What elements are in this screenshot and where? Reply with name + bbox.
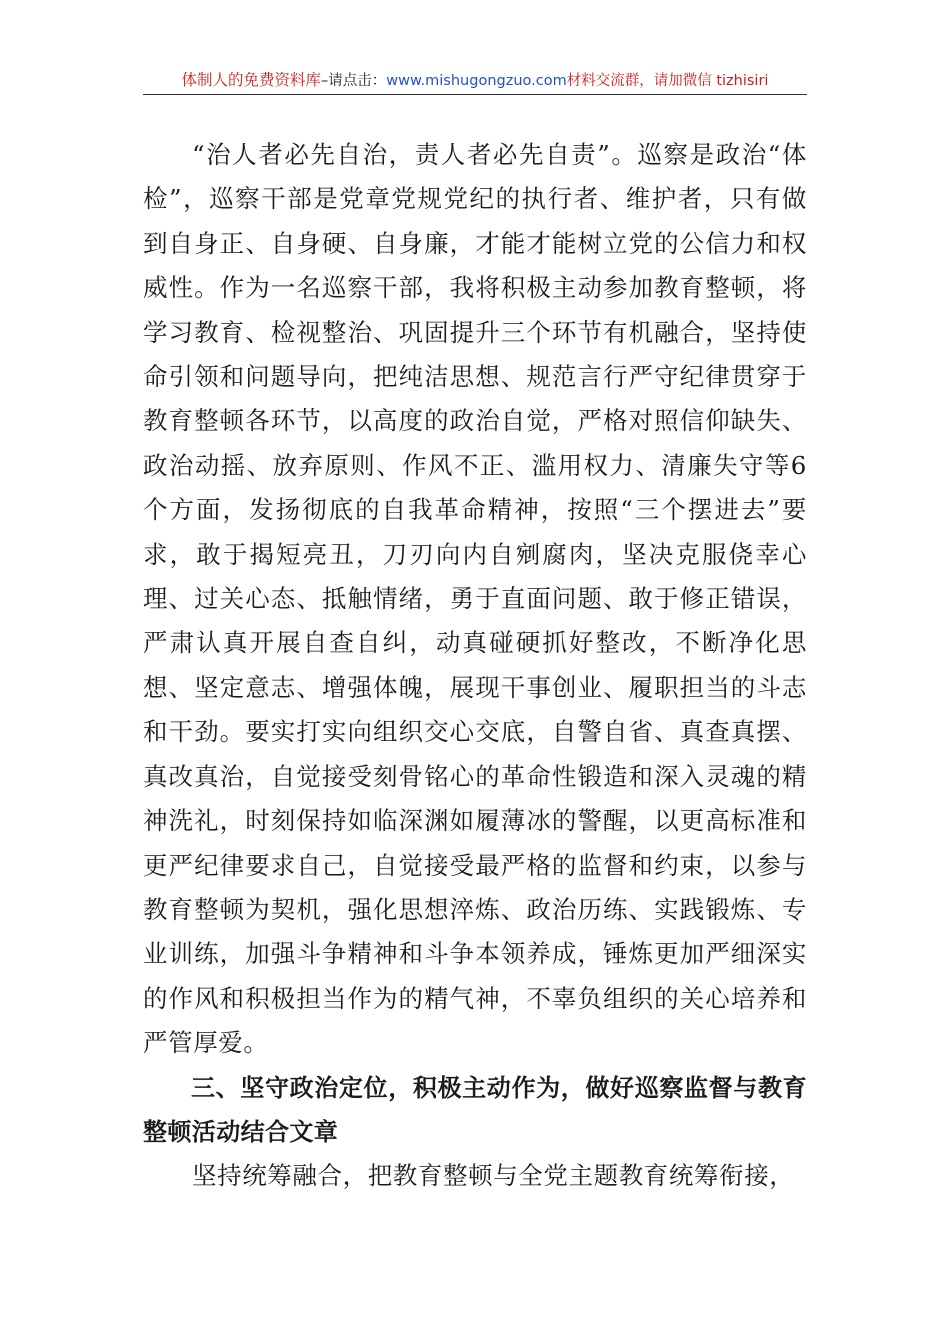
header-prompt: –请点击： [321, 73, 387, 89]
header-url-link[interactable]: www.mishugongzuo.com [386, 73, 567, 89]
body-paragraph: 坚持统筹融合，把教育整顿与全党主题教育统筹衔接， [192, 1161, 795, 1191]
section-heading: 三、坚守政治定位，积极主动作为，做好巡察监督与教育整顿活动结合文章 [143, 1073, 807, 1146]
body-paragraph: “治人者必先自治，责人者必先自责”。巡察是政治“体检”，巡察干部是党章党规党纪的执行者、维护者，只有做到自身正、自身硬、自身廉，才能才能树立党的公信力和权威性。作为一名巡察干部，我将积极主动参加教育整顿，将学习教育、检视整治、巩固提升三个环节有机融合，坚持使命引领和问题导向，把纯洁思想、规范言行严守纪律贯穿于教育整顿各环节，以高度的政治自觉，严格对照信仰缺失、政治动摇、放弃原则、作风不正、滥用权力、清廉失守等6个方面，发扬彻底的自我革命精神，按照“三个摆进去”要求，敢于揭短亮丑，刀刃向内自剜腐肉，坚决克服侥幸心理、过关心态、抵触情绪，勇于直面问题、敢于修正错误，严肃认真开展自查自纠，动真碰硬抓好整改，不断净化思想、坚定意志、增强体魄，展现干事创业、履职担当的斗志和干劲。要实打实向组织交心交底，自警自省、真查真摆、真改真治，自觉接受刻骨铭心的革命性锻造和深入灵魂的精神洗礼，时刻保持如临深渊如履薄冰的警醒，以更高标准和更严纪律要求自己，自觉接受最严格的监督和约束，以参与教育整顿为契机，强化思想淬炼、政治历练、实践锻炼、专业训练，加强斗争精神和斗争本领养成，锤炼更加严细深实的作风和积极担当作为的精气神，不辜负组织的关心培养和严管厚爱。 [143, 140, 807, 1058]
document-body [143, 133, 807, 1199]
header-brand: 体制人的免费资料库 [181, 71, 322, 89]
page-header [143, 68, 807, 95]
header-contact-note: 材料交流群，请加微信 tizhisiri [566, 73, 769, 89]
